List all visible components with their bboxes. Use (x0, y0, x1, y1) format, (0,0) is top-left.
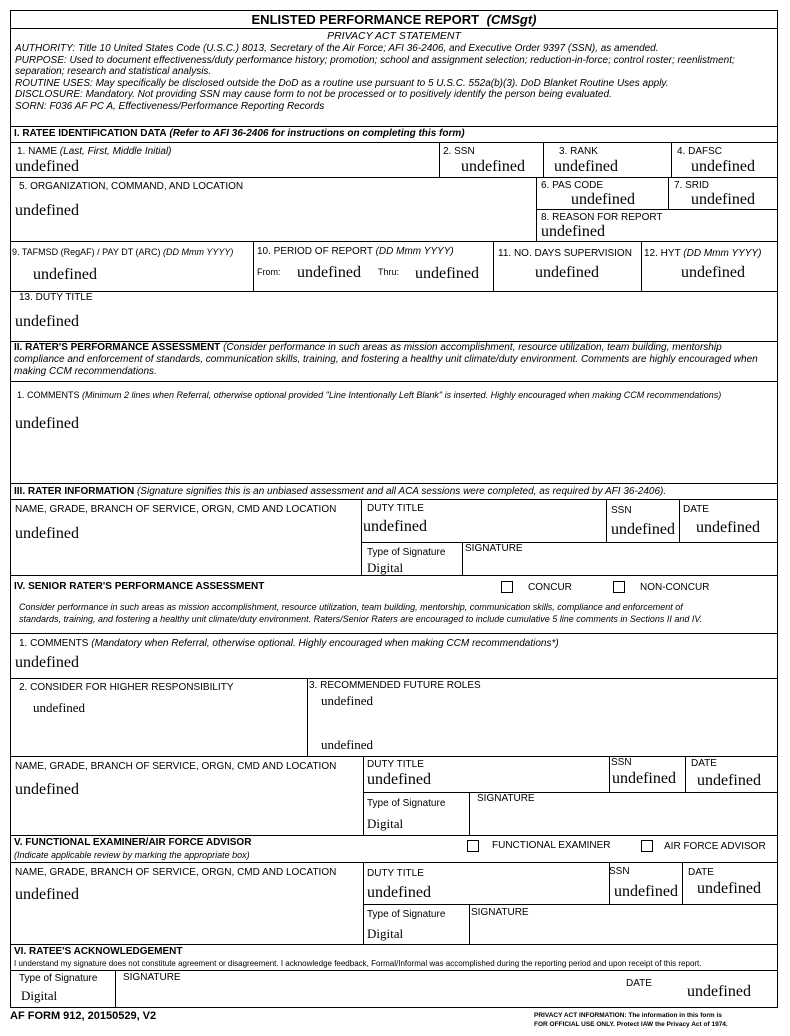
future-roles-field-2[interactable]: undefined (321, 737, 373, 752)
examiner-name-label: NAME, GRADE, BRANCH OF SERVICE, ORGN, CMD AND LOCATION (15, 867, 337, 878)
senior-rater-signature-field[interactable] (470, 807, 776, 834)
ratee-signature-label: SIGNATURE (123, 972, 181, 983)
rater-date-label: DATE (683, 504, 709, 515)
footer-privacy-1: PRIVACY ACT INFORMATION: The information in this form is (534, 1012, 722, 1019)
period-label: 10. PERIOD OF REPORT (DD Mmm YYYY) (257, 246, 454, 257)
rank-field[interactable]: undefined (554, 158, 618, 175)
rater-signature-label: SIGNATURE (465, 543, 523, 554)
examiner-ssn-field[interactable]: undefined (614, 883, 678, 900)
dafsc-label: 4. DAFSC (677, 146, 723, 157)
privacy-disclosure: DISCLOSURE: Mandatory. Not providing SSN may cause form to not be processed or to positively identify the person being evaluated. (15, 89, 612, 100)
rater-duty-title-label: DUTY TITLE (367, 503, 424, 514)
functional-examiner-label: FUNCTIONAL EXAMINER (492, 840, 611, 851)
hyt-label: 12. HYT (DD Mmm YYYY) (644, 248, 762, 259)
organization-label: 5. ORGANIZATION, COMMAND, AND LOCATION (19, 181, 244, 192)
examiner-name-field[interactable]: undefined (15, 886, 79, 903)
examiner-date-field[interactable]: undefined (697, 880, 761, 897)
duty-title-field[interactable]: undefined (15, 313, 79, 330)
name-label: 1. NAME (Last, First, Middle Initial) (17, 146, 172, 157)
examiner-signature-field[interactable] (470, 920, 776, 943)
days-supervision-field[interactable]: undefined (535, 264, 599, 281)
privacy-authority: AUTHORITY: Title 10 United States Code (U.S.C.) 8013, Secretary of the Air Force; AFI 36-2406, and Executive Order 9397 (SSN), as amended. (15, 43, 659, 54)
concur-label: CONCUR (528, 582, 572, 593)
senior-rater-date-label: DATE (691, 758, 717, 769)
from-label: From: (257, 267, 281, 277)
senior-rater-comments-field[interactable]: undefined (15, 654, 79, 671)
section-1-heading: I. RATEE IDENTIFICATION DATA (Refer to AFI 36-2406 for instructions on completing this form) (14, 128, 465, 139)
tafmsd-label: 9. TAFMSD (RegAF) / PAY DT (ARC) (DD Mmm YYYY) (12, 247, 234, 257)
footer-privacy-2: FOR OFFICIAL USE ONLY. Protect IAW the Privacy Act of 1974. (534, 1021, 728, 1028)
hyt-field[interactable]: undefined (681, 264, 745, 281)
rater-date-field[interactable]: undefined (696, 519, 760, 536)
non-concur-checkbox[interactable] (613, 581, 625, 593)
concur-checkbox[interactable] (501, 581, 513, 593)
privacy-purpose: PURPOSE: Used to document effectiveness/duty performance history; promotion; school and assignment selection; reduction-in-force; control roster; reenlistment; separation; research and statistical analysis. (15, 54, 735, 77)
ratee-sigtype-label: Type of Signature (19, 973, 98, 984)
thru-label: Thru: (378, 267, 400, 277)
examiner-signature-label: SIGNATURE (471, 907, 529, 918)
examiner-duty-title-label: DUTY TITLE (367, 868, 424, 879)
period-thru-field[interactable]: undefined (415, 265, 479, 282)
rater-sigtype-label: Type of Signature (367, 547, 446, 558)
senior-rater-sigtype-value: Digital (367, 816, 404, 831)
organization-field[interactable]: undefined (15, 202, 79, 219)
srid-label: 7. SRID (674, 180, 710, 191)
rater-ssn-field[interactable]: undefined (611, 521, 675, 538)
ssn-field[interactable]: undefined (461, 158, 525, 175)
senior-rater-note-1: Consider performance in such areas as mission accomplishment, resource utilization, team building, mentorship, communication skills, compliance and enforcement of (19, 602, 683, 612)
rater-name-field[interactable]: undefined (15, 525, 79, 542)
tafmsd-field[interactable]: undefined (33, 266, 97, 283)
section-5-note: (Indicate applicable review by marking the appropriate box) (14, 850, 250, 860)
reason-label: 8. REASON FOR REPORT (541, 212, 663, 223)
dafsc-field[interactable]: undefined (691, 158, 755, 175)
days-supervision-label: 11. NO. DAYS SUPERVISION (498, 248, 632, 259)
functional-examiner-checkbox[interactable] (467, 840, 479, 852)
rater-comments-label: 1. COMMENTS (Minimum 2 lines when Referral, otherwise optional provided "Line Intentionally Left Blank" is inserted. Highly encouraged when making CCM recommendations) (17, 390, 722, 400)
senior-rater-note-2: standards, training, and fostering a healthy unit climate/duty environment. Raters/Senior Raters are encouraged to include cumulative 5 line comments in Sections II and IV. (19, 614, 703, 624)
examiner-sigtype-label: Type of Signature (367, 909, 446, 920)
examiner-duty-title-field[interactable]: undefined (367, 884, 431, 901)
name-field[interactable]: undefined (15, 158, 79, 175)
ratee-sigtype-value: Digital (21, 988, 58, 1003)
section-6-heading: VI. RATEE'S ACKNOWLEDGEMENT (14, 946, 183, 957)
privacy-act-statement (15, 43, 775, 112)
duty-title-label: 13. DUTY TITLE (19, 292, 93, 303)
rater-comments-field[interactable]: undefined (15, 415, 79, 432)
form-title-text: ENLISTED PERFORMANCE REPORT (251, 12, 480, 27)
section-2-heading: II. RATER'S PERFORMANCE ASSESSMENT (Consider performance in such areas as mission accomplishment, resource utilization, team building, mentorship compliance and enforcement of standards, communication skills, training, and fostering a healthy unit climate/duty environment. Comments are highly encouraged when making CCM recommendations. (14, 342, 758, 377)
senior-rater-name-label: NAME, GRADE, BRANCH OF SERVICE, ORGN, CMD AND LOCATION (15, 761, 337, 772)
non-concur-label: NON-CONCUR (640, 582, 710, 593)
senior-rater-duty-title-label: DUTY TITLE (367, 759, 424, 770)
pas-code-field[interactable]: undefined (571, 191, 635, 208)
senior-rater-signature-label: SIGNATURE (477, 793, 535, 804)
examiner-ssn-label: SSN (609, 866, 630, 877)
section-4-heading: IV. SENIOR RATER'S PERFORMANCE ASSESSMENT (14, 581, 265, 592)
senior-rater-name-field[interactable]: undefined (15, 781, 79, 798)
ssn-label: 2. SSN (443, 146, 475, 157)
pas-code-label: 6. PAS CODE (541, 180, 604, 191)
period-from-field[interactable]: undefined (297, 264, 361, 281)
rater-duty-title-field[interactable]: undefined (363, 518, 427, 535)
senior-rater-date-field[interactable]: undefined (697, 772, 761, 789)
section-5-heading: V. FUNCTIONAL EXAMINER/AIR FORCE ADVISOR (14, 837, 252, 848)
privacy-act-heading: PRIVACY ACT STATEMENT (327, 30, 461, 42)
form-title (11, 12, 777, 28)
privacy-routine-uses: ROUTINE USES: May specifically be disclosed outside the DoD as a routine use pursuant to 5 U.S.C. 552a(b)(3). DoD Blanket Routine Uses apply. (15, 77, 669, 89)
senior-rater-ssn-field[interactable]: undefined (612, 770, 676, 787)
performance-report-form (10, 10, 778, 1008)
acknowledgement-note: I understand my signature does not constitute agreement or disagreement. I acknowledge feedback, Formal/Informal was accomplished during the reporting period and upon receipt of this report. (14, 959, 702, 968)
rank-label: 3. RANK (559, 146, 598, 157)
form-id: AF FORM 912, 20150529, V2 (10, 1010, 157, 1022)
future-roles-field-1[interactable]: undefined (321, 693, 373, 708)
rater-signature-field[interactable] (463, 556, 776, 574)
senior-rater-duty-title-field[interactable]: undefined (367, 771, 431, 788)
rater-ssn-label: SSN (611, 505, 632, 516)
rater-name-label: NAME, GRADE, BRANCH OF SERVICE, ORGN, CMD AND LOCATION (15, 504, 337, 515)
examiner-sigtype-value: Digital (367, 926, 404, 941)
ratee-date-label: DATE (626, 978, 652, 989)
higher-responsibility-label: 2. CONSIDER FOR HIGHER RESPONSIBILITY (19, 682, 234, 693)
air-force-advisor-label: AIR FORCE ADVISOR (664, 841, 766, 852)
privacy-sorn: SORN: F036 AF PC A, Effectiveness/Performance Reporting Records (15, 100, 325, 112)
senior-rater-comments-label: 1. COMMENTS (Mandatory when Referral, otherwise optional. Highly encouraged when making CCM recommendations*) (19, 638, 559, 649)
srid-field[interactable]: undefined (691, 191, 755, 208)
air-force-advisor-checkbox[interactable] (641, 840, 653, 852)
higher-responsibility-field[interactable]: undefined (33, 700, 85, 715)
rater-sigtype-value: Digital (367, 560, 404, 575)
ratee-date-field[interactable]: undefined (687, 983, 751, 1000)
section-3-heading: III. RATER INFORMATION (Signature signifies this is an unbiased assessment and all ACA sessions were completed, as required by AFI 36-2406). (14, 486, 667, 497)
future-roles-label: 3. RECOMMENDED FUTURE ROLES (309, 680, 481, 691)
examiner-date-label: DATE (688, 867, 714, 878)
senior-rater-ssn-label: SSN (611, 757, 632, 768)
form-grade-text: (CMSgt) (486, 12, 537, 27)
ratee-signature-field[interactable] (116, 986, 616, 1007)
senior-rater-sigtype-label: Type of Signature (367, 798, 446, 809)
reason-field[interactable]: undefined (541, 223, 605, 240)
